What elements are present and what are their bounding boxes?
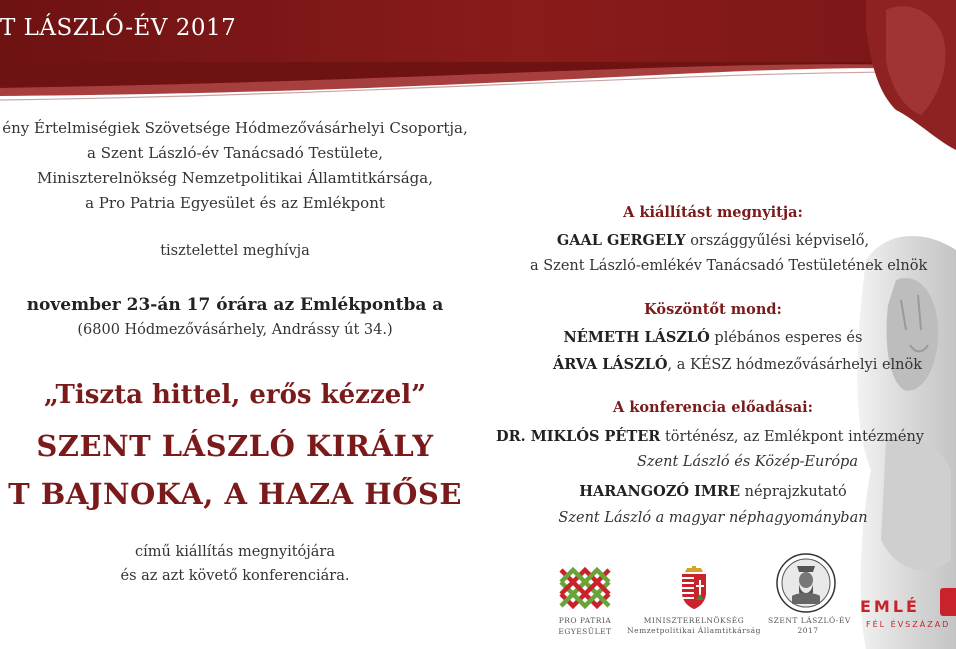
lecturer-2-name: HARANGOZÓ IMRE (579, 483, 741, 500)
lecturer-1-line (496, 428, 956, 445)
lecturer-2-title: néprajzkutató (740, 484, 847, 500)
saint-statue-image (826, 0, 956, 649)
greeter-1-line (470, 329, 956, 346)
organizer-line-4: a Pro Patria Egyesület és az Emlékpont (85, 194, 385, 212)
emlekpont-logo-mark (940, 588, 956, 616)
closing-line-1: című kiállítás megnyitójára (134, 544, 335, 560)
emlekpont-subtitle: FÉL ÉVSZÁZAD (866, 620, 951, 629)
laszlo-ev-caption: SZENT LÁSZLÓ-ÉV (768, 616, 851, 625)
exhibition-title-line-2: T BAJNOKA, A HAZA HŐSE (8, 477, 462, 511)
greeter-2-name: ÁRVA LÁSZLÓ (553, 356, 668, 373)
pro-patria-caption-2: EGYESÜLET (558, 627, 612, 636)
organizer-line-2: a Szent László-év Tanácsadó Testülete, (86, 144, 384, 162)
pro-patria-caption-1: PRO PATRIA (558, 616, 612, 625)
opens-heading: A kiállítást megnyitja: (623, 204, 803, 221)
exhibition-motto: „Tiszta hittel, erős kézzel” (43, 380, 427, 410)
greeter-2-line (553, 356, 956, 373)
szent-laszlo-ev-medallion (775, 552, 837, 614)
laszlo-ev-year: 2017 (797, 626, 819, 635)
lecture-2-title: Szent László a magyar néphagyományban (558, 510, 868, 526)
greeter-1-name: NÉMETH LÁSZLÓ (563, 329, 710, 346)
ministry-caption-1: MINISZTERELNÖKSÉG (643, 616, 745, 625)
greeter-1-title: plébános esperes és (709, 330, 863, 346)
lecturer-2-line (470, 483, 956, 500)
exhibition-title-line-1: SZENT LÁSZLÓ KIRÁLY (36, 429, 434, 463)
ministry-caption-2: Nemzetpolitikai Államtitkárság (627, 626, 761, 635)
pro-patria-logo (557, 558, 613, 614)
emlekpont-logo-text: EMLÉ (860, 597, 920, 616)
opener-line (470, 232, 956, 249)
organizer-line-1: ény Értelmiségiek Szövetsége Hódmezővásárhelyi Csoportja, (2, 119, 468, 137)
greeter-2-title: , a KÉSZ hódmezővásárhelyi elnök (667, 357, 923, 373)
lecture-1-title: Szent László és Közép-Európa (637, 454, 858, 470)
event-date-line: november 23-án 17 órára az Emlékpontba a (26, 295, 444, 315)
greeting-heading: Köszöntőt mond: (644, 301, 782, 318)
opener-name: GAAL GERGELY (556, 232, 686, 249)
decorative-swoosh (0, 0, 956, 110)
opener-title-line-2: a Szent László-emlékév Tanácsadó Testületének elnök (530, 258, 928, 274)
lecturer-1-name: DR. MIKLÓS PÉTER (496, 428, 661, 445)
organizer-line-3: Miniszterelnökség Nemzetpolitikai Államtitkársága, (37, 169, 433, 187)
opener-title: országgyűlési képviselő, (685, 233, 870, 249)
lecturer-1-title: történész, az Emlékpont intézmény (660, 429, 924, 445)
lectures-heading: A konferencia előadásai: (613, 399, 813, 416)
event-address: (6800 Hódmezővásárhely, Andrássy út 34.) (77, 322, 393, 338)
invite-text: tisztelettel meghívja (160, 243, 310, 259)
closing-line-2: és az azt követő konferenciára. (120, 568, 350, 584)
header-title: T LÁSZLÓ-ÉV 2017 (0, 15, 237, 41)
coat-of-arms-icon (679, 566, 709, 610)
